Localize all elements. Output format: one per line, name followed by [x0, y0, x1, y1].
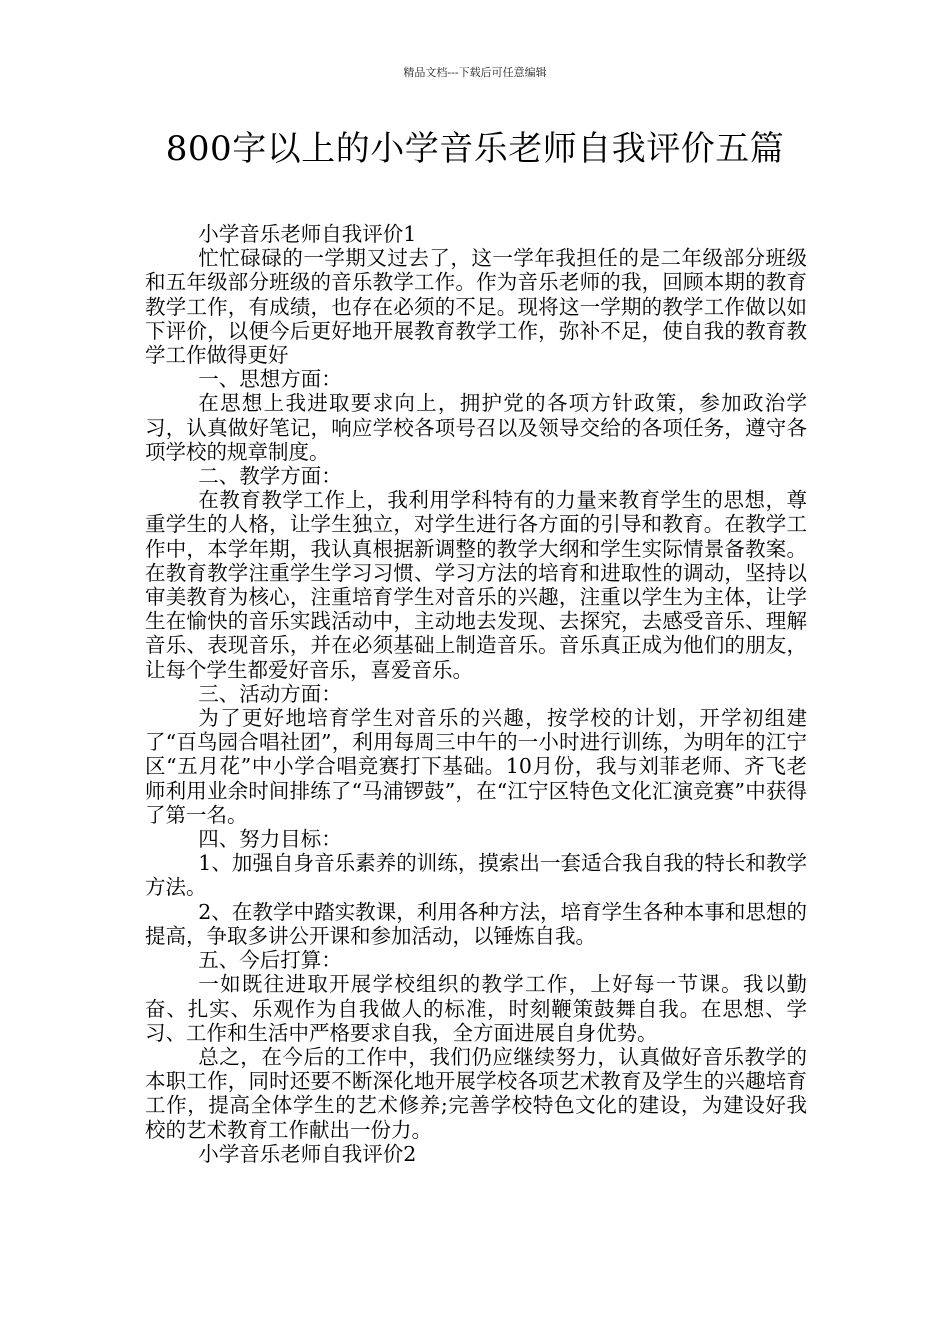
document-body: [145, 222, 807, 1166]
activities-paragraph: 为了更好地培育学生对音乐的兴趣，按学校的计划，开学初组建了“百鸟园合唱社团”，利用每周三中午的一小时进行训练，为明年的江宁区“五月花”中小学合唱竞赛打下基础。10月份，我与刘菲老师、齐飞老师利用业余时间排练了“马浦锣鼓”，在“江宁区特色文化汇演竞赛”中获得了第一名。: [145, 706, 807, 827]
section-heading-evaluation-1: 小学音乐老师自我评价1: [198, 222, 417, 246]
section-heading-thought: 一、思想方面：: [198, 367, 342, 392]
section-heading-goals: 四、努力目标：: [198, 827, 342, 852]
section-heading-plans: 五、今后打算：: [198, 948, 342, 973]
goal-item-1: 1、加强自身音乐素养的训练，摸索出一套适合我自我的特长和教学方法。: [145, 851, 807, 900]
section-heading-teaching: 二、教学方面：: [198, 464, 342, 489]
header-note: 精品文档---下载后可任意编辑: [403, 66, 547, 79]
plans-paragraph: 一如既往进取开展学校组织的教学工作，上好每一节课。我以勤奋、扎实、乐观作为自我做人的标准，时刻鞭策鼓舞自我。在思想、学习、工作和生活中严格要求自我，全方面进展自身优势。: [145, 972, 807, 1045]
goal-item-2: 2、在教学中踏实教课，利用各种方法，培育学生各种本事和思想的提高，争取多讲公开课和参加活动，以锤炼自我。: [145, 899, 807, 948]
intro-paragraph: 忙忙碌碌的一学期又过去了，这一学年我担任的是二年级部分班级和五年级部分班级的音乐教学工作。作为音乐老师的我，回顾本期的教育教学工作，有成绩，也存在必须的不足。现将这一学期的教学工作做以如下评价，以便今后更好地开展教育教学工作，弥补不足，使自我的教育教学工作做得更好: [145, 246, 807, 368]
section-heading-evaluation-2: 小学音乐老师自我评价2: [198, 1141, 417, 1166]
summary-paragraph: 总之，在今后的工作中，我们仍应继续努力，认真做好音乐教学的本职工作，同时还要不断深化地开展学校各项艺术教育及学生的兴趣培育工作，提高全体学生的艺术修养;完善学校特色文化的建设，为建设好我校的艺术教育工作献出一份力。: [145, 1044, 807, 1142]
teaching-paragraph: 在教育教学工作上，我利用学科特有的力量来教育学生的思想，尊重学生的人格，让学生独立，对学生进行各方面的引导和教育。在教学工作中，本学年期，我认真根据新调整的教学大纲和学生实际情景备教案。在教育教学注重学生学习习惯、学习方法的培育和进取性的调动，坚持以审美教育为核心，注重培育学生对音乐的兴趣，注重以学生为主体，让学生在愉快的音乐实践活动中，主动地去发现、去探究，去感受音乐、理解音乐、表现音乐，并在必须基础上制造音乐。音乐真正成为他们的朋友，让每个学生都爱好音乐，喜爱音乐。: [145, 488, 807, 682]
thought-paragraph: 在思想上我进取要求向上，拥护党的各项方针政策，参加政治学习，认真做好笔记，响应学校各项号召以及领导交给的各项任务，遵守各项学校的规章制度。: [145, 391, 807, 464]
document-title: 800字以上的小学音乐老师自我评价五篇: [165, 129, 785, 169]
section-heading-activities: 三、活动方面：: [198, 681, 342, 706]
